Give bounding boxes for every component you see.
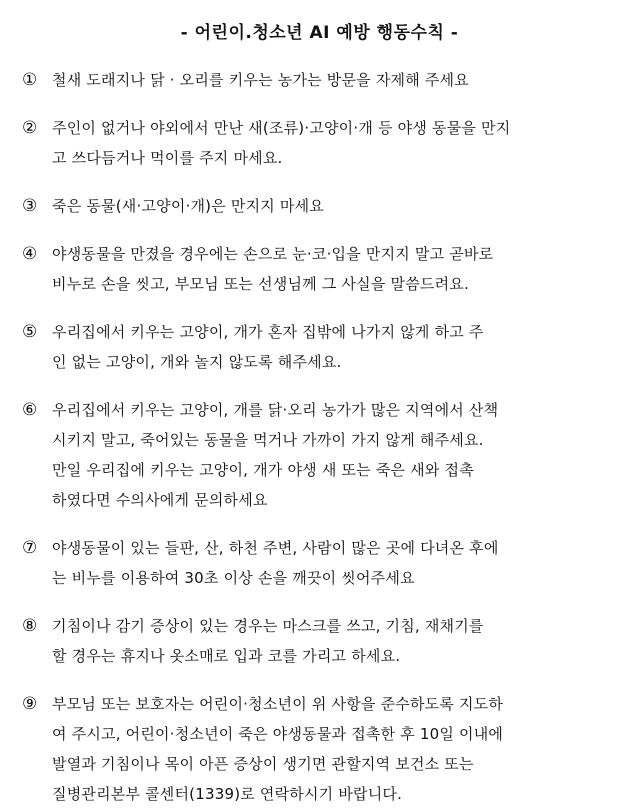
rule-number: ① bbox=[22, 70, 38, 90]
document-title: - 어린이.청소년 AI 예방 행동수칙 - bbox=[180, 23, 459, 43]
rule-text bbox=[52, 317, 635, 377]
rule-text-line: 만일 우리집에 키우는 고양이, 개가 야생 새 또는 죽은 새와 접촉 bbox=[52, 461, 474, 479]
rule-text-line: 인 없는 고양이, 개와 놀지 않도록 해주세요. bbox=[52, 353, 342, 371]
rule-text-line: 하였다면 수의사에게 문의하세요 bbox=[52, 491, 268, 509]
rule-item bbox=[22, 611, 635, 671]
rule-number: ② bbox=[22, 118, 38, 138]
rule-text-line: 우리집에서 키우는 고양이, 개가 혼자 집밖에 나가지 않게 하고 주 bbox=[52, 323, 484, 341]
rule-text-line: 주인이 없거나 야외에서 만난 새(조류)·고양이·개 등 야생 동물을 만지 bbox=[52, 119, 511, 137]
rule-text-line: 기침이나 감기 증상이 있는 경우는 마스크를 쓰고, 기침, 재채기를 bbox=[52, 617, 484, 635]
rule-number: ⑨ bbox=[22, 694, 38, 714]
rule-list bbox=[22, 65, 635, 809]
rule-text-line: 고 쓰다듬거나 먹이를 주지 마세요. bbox=[52, 149, 283, 167]
rule-item bbox=[22, 533, 635, 593]
rule-number: ⑥ bbox=[22, 400, 38, 420]
rule-text-line: 철새 도래지나 닭 · 오리를 키우는 농가는 방문을 자제해 주세요 bbox=[52, 71, 469, 89]
rule-item bbox=[22, 65, 635, 95]
rule-text-line: 죽은 동물(새·고양이·개)은 만지지 마세요 bbox=[52, 197, 324, 215]
rule-text-line: 발열과 기침이나 목이 아픈 증상이 생기면 관할지역 보건소 또는 bbox=[52, 755, 474, 773]
rule-text bbox=[52, 65, 635, 95]
rule-text bbox=[52, 395, 635, 515]
rule-text-line: 질병관리본부 콜센터(1339)로 연락하시기 바랍니다. bbox=[52, 785, 403, 803]
rule-text-line: 야생동물이 있는 들판, 산, 하천 주변, 사람이 많은 곳에 다녀온 후에 bbox=[52, 539, 499, 557]
rule-number: ③ bbox=[22, 196, 38, 216]
rule-number: ⑦ bbox=[22, 538, 38, 558]
rule-text-line: 우리집에서 키우는 고양이, 개를 닭·오리 농가가 많은 지역에서 산책 bbox=[52, 401, 499, 419]
rule-text bbox=[52, 239, 635, 299]
rule-text bbox=[52, 611, 635, 671]
rule-item bbox=[22, 191, 635, 221]
rule-item bbox=[22, 689, 635, 809]
rule-item bbox=[22, 317, 635, 377]
rule-text-line: 는 비누를 이용하여 30초 이상 손을 깨끗이 씻어주세요 bbox=[52, 569, 415, 587]
rule-text bbox=[52, 191, 635, 221]
rule-number: ⑤ bbox=[22, 322, 38, 342]
rule-text-line: 할 경우는 휴지나 옷소매로 입과 코를 가리고 하세요. bbox=[52, 647, 401, 665]
rule-number: ④ bbox=[22, 244, 38, 264]
rule-text bbox=[52, 533, 635, 593]
rule-item bbox=[22, 395, 635, 515]
rule-item bbox=[22, 113, 635, 173]
rule-text-line: 여 주시고, 어린이·청소년이 죽은 야생동물과 접촉한 후 10일 이내에 bbox=[52, 725, 504, 743]
rule-text-line: 부모님 또는 보호자는 어린이·청소년이 위 사항을 준수하도록 지도하 bbox=[52, 695, 504, 713]
rule-text bbox=[52, 113, 635, 173]
rule-text bbox=[52, 689, 635, 809]
rule-number: ⑧ bbox=[22, 616, 38, 636]
rule-text-line: 시키지 말고, 죽어있는 동물을 먹거나 가까이 가지 않게 해주세요. bbox=[52, 431, 484, 449]
rule-text-line: 야생동물을 만졌을 경우에는 손으로 눈·코·입을 만지지 말고 곧바로 bbox=[52, 245, 494, 263]
rule-item bbox=[22, 239, 635, 299]
rule-text-line: 비누로 손을 씻고, 부모님 또는 선생님께 그 사실을 말씀드려요. bbox=[52, 275, 469, 293]
